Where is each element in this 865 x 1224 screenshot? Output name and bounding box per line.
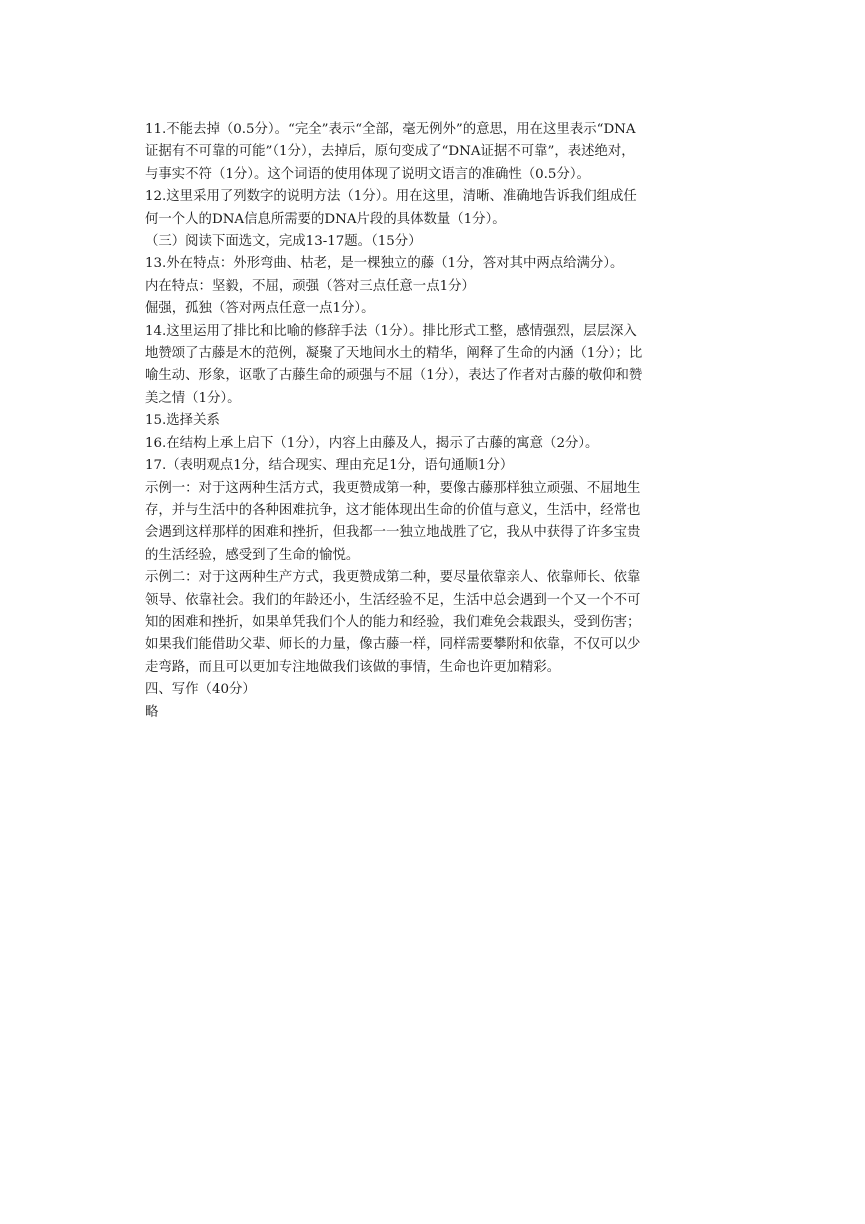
text-line: 领导、依靠社会。我们的年龄还小，生活经验不足，生活中总会遇到一个又一个不可: [145, 592, 641, 608]
answer-key-text: [145, 119, 725, 724]
section-heading: 四、写作（40分）: [145, 682, 256, 698]
text-line: 地赞颂了古藤是木的范例，凝聚了天地间水土的精华，阐释了生命的内涵（1分）；比: [145, 346, 643, 362]
text-line: 内在特点：坚毅，不屈，顽强（答对三点任意一点1分）: [145, 278, 475, 294]
text-line: 12.这里采用了列数字的说明方法（1分）。用在这里，清晰、准确地告诉我们组成任: [145, 189, 637, 205]
text-line: 会遇到这样那样的困难和挫折，但我都一一独立地战胜了它，我从中获得了许多宝贵: [145, 525, 641, 541]
text-line: 示例二：对于这两种生产方式，我更赞成第二种，要尽量依靠亲人、依靠师长、依靠: [145, 570, 641, 586]
text-line: 16.在结构上承上启下（1分），内容上由藤及人，揭示了古藤的寓意（2分）。: [145, 435, 599, 451]
text-line: 倔强，孤独（答对两点任意一点1分）。: [145, 301, 375, 317]
text-line: 的生活经验，感受到了生命的愉悦。: [145, 547, 360, 563]
text-line: 与事实不符（1分）。这个词语的使用体现了说明文语言的准确性（0.5分）。: [145, 166, 590, 182]
text-line: 美之情（1分）。: [145, 390, 241, 406]
section-heading: （三）阅读下面选文，完成13-17题。（15分）: [145, 234, 422, 250]
text-line: 示例一：对于这两种生活方式，我更赞成第一种，要像古藤那样独立顽强、不屈地生: [145, 480, 641, 496]
text-line: 11.不能去掉（0.5分）。“完全”表示“全部，毫无例外”的意思，用在这里表示“DNA: [145, 122, 636, 137]
text-line: 13.外在特点：外形弯曲、枯老，是一棵独立的藤（1分，答对其中两点给满分）。: [145, 256, 624, 272]
text-line: 如果我们能借助父辈、师长的力量，像古藤一样，同样需要攀附和依靠，不仅可以少: [145, 637, 641, 653]
text-line: 何一个人的DNA信息所需要的DNA片段的具体数量（1分）。: [145, 211, 506, 227]
text-line: 走弯路，而且可以更加专注地做我们该做的事情，生命也许更加精彩。: [145, 659, 561, 675]
text-line: 15.选择关系: [145, 413, 220, 429]
text-line: 存，并与生活中的各种困难抗争，这才能体现出生命的价值与意义，生活中，经常也: [145, 502, 641, 518]
text-line: 证据有不可靠的可能”（1分），去掉后，原句变成了“DNA证据不可靠”，表述绝对，: [145, 144, 635, 160]
text-line: 17.（表明观点1分，结合现实、理由充足1分，语句通顺1分）: [145, 458, 514, 474]
text-line: 略: [145, 704, 159, 720]
text-line: 14.这里运用了排比和比喻的修辞手法（1分）。排比形式工整，感情强烈，层层深入: [145, 323, 637, 339]
text-line: 知的困难和挫折，如果单凭我们个人的能力和经验，我们难免会栽跟头，受到伤害；: [145, 614, 641, 630]
text-line: 喻生动、形象，讴歌了古藤生命的顽强与不屈（1分），表达了作者对古藤的敬仰和赞: [145, 368, 643, 384]
